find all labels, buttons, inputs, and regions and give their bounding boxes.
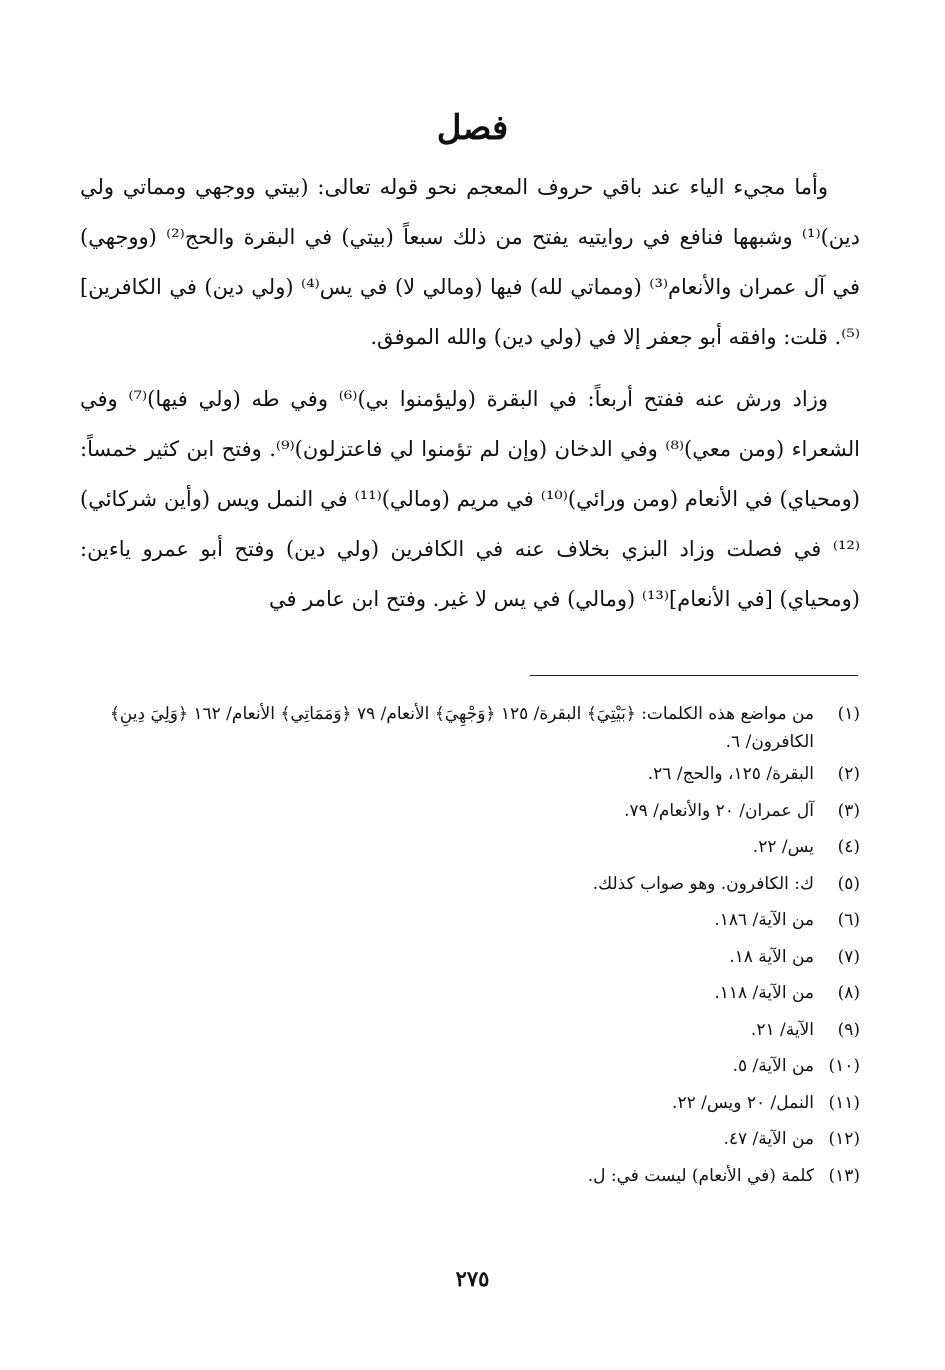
footnote-text: من الآية/ ٥. xyxy=(732,1056,814,1076)
footnote-number: (١١) xyxy=(828,1092,860,1113)
main-text xyxy=(80,162,860,636)
footnotes-list xyxy=(80,696,860,1194)
footnote-item xyxy=(80,1012,860,1049)
footnote-item xyxy=(80,1158,860,1195)
paragraph: وزاد ورش عنه ففتح أربعاً: في البقرة (وليؤمنوا بي)⁽⁶⁾ وفي طه (ولي فيها)⁽⁷⁾ وفي الشعراء (ومن معي)⁽⁸⁾ وفي الدخان (وإن لم تؤمنوا لي فاعتزلون)⁽⁹⁾. وفتح ابن كثير خمساً: (ومحياي) في الأنعام (ومن ورائي)⁽¹⁰⁾ في مريم (ومالي)⁽¹¹⁾ في النمل ويس (وأين شركائي)⁽¹²⁾ في فصلت وزاد البزي بخلاف عنه في الكافرين (ولي دين) وفتح أبو عمرو ياءين: (ومحياي) [في الأنعام]⁽¹³⁾ (ومالي) في يس لا غير. وفتح ابن عامر في xyxy=(80,387,861,611)
footnote-number: (٨) xyxy=(837,983,860,1003)
footnote-number: (٥) xyxy=(837,873,860,894)
footnote-item xyxy=(80,939,860,976)
footnote-item xyxy=(80,1085,860,1122)
page-number: ٢٧٥ xyxy=(455,1266,490,1291)
footnote-item xyxy=(80,902,860,939)
footnote-number: (١٣) xyxy=(828,1165,860,1186)
footnote-number: (٣) xyxy=(837,800,860,821)
footnote-text: من الآية/ ١١٨. xyxy=(714,983,814,1003)
footnote-number: (٤) xyxy=(837,837,860,857)
footnote-text: آل عمران/ ٢٠ والأنعام/ ٧٩. xyxy=(624,800,814,821)
footnote-separator xyxy=(530,675,858,676)
section-title: فصل xyxy=(436,108,509,148)
footnote-item xyxy=(80,1121,860,1158)
footnote-text: من الآية/ ١٨٦. xyxy=(714,910,814,930)
footnote-item xyxy=(80,696,860,756)
footnote-number: (٦) xyxy=(837,910,860,930)
footnote-item xyxy=(80,756,860,793)
footnote-item xyxy=(80,1048,860,1085)
footnote-item xyxy=(80,866,860,903)
footnote-text: النمل/ ٢٠ ويس/ ٢٢. xyxy=(672,1092,814,1113)
footnote-number: (١٠) xyxy=(828,1056,860,1076)
footnote-text: من الآية/ ٤٧. xyxy=(723,1129,814,1149)
footnote-item xyxy=(80,793,860,830)
footnote-number: (٩) xyxy=(837,1019,860,1040)
footnote-text: يس/ ٢٢. xyxy=(752,837,814,857)
footnote-text: من مواضع هذه الكلمات: ﴿بَيْتِيَ﴾ البقرة/ ١٢٥ ﴿وَجْهِيَ﴾ الأنعام/ ٧٩ ﴿وَمَمَاتِي﴾ الأنعام/ ١٦٢ ﴿وَلِيَ دِينِ﴾ الكافرون/ ٦. xyxy=(109,704,814,752)
footnote-number: (٧) xyxy=(837,946,860,967)
footnote-text: البقرة/ ١٢٥، والحج/ ٢٦. xyxy=(647,764,814,784)
footnote-item xyxy=(80,829,860,866)
footnote-text: كلمة (في الأنعام) ليست في: ل. xyxy=(587,1165,814,1186)
footnote-number: (١) xyxy=(837,704,860,724)
footnote-number: (١٢) xyxy=(828,1129,860,1149)
footnote-number: (٢) xyxy=(837,764,860,784)
footnote-item xyxy=(80,975,860,1012)
footnote-text: الآية/ ٢١. xyxy=(750,1019,814,1040)
footnote-text: ك: الكافرون. وهو صواب كذلك. xyxy=(592,873,814,894)
paragraph: وأما مجيء الياء عند باقي حروف المعجم نحو قوله تعالى: (بيتي ووجهي ومماتي ولي دين)⁽¹⁾ وشبهها فنافع في روايتيه يفتح من ذلك سبعاً (بيتي) في البقرة والحج⁽²⁾ (ووجهي) في آل عمران والأنعام⁽³⁾ (ومماتي لله) فيها (ومالي لا) في يس⁽⁴⁾ (ولي دين) في الكافرين]⁽⁵⁾. قلت: وافقه أبو جعفر إلا في (ولي دين) والله الموفق. xyxy=(80,175,861,349)
footnote-text: من الآية ١٨. xyxy=(729,946,814,967)
